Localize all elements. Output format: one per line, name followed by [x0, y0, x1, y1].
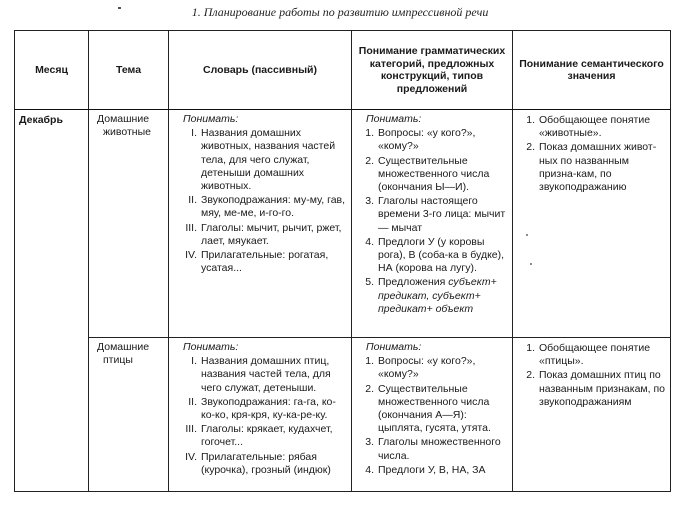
table-row	[15, 110, 671, 338]
list-item: III. Глаголы: мычит, рычит, ржет, лает, мяукает.	[185, 221, 342, 247]
scan-speck	[530, 263, 532, 265]
topic-cell	[89, 338, 169, 492]
topic-line: животные	[103, 126, 151, 139]
list-item: 4. Предлоги У, В, НА, ЗА	[365, 463, 486, 476]
topic-line: Домашние	[97, 113, 150, 125]
list-item: 5. Предложения субъект+ предикат, субъект+ предикат+ объект	[365, 276, 497, 315]
table-row	[15, 338, 671, 492]
vocab-heading: Понимать:	[183, 341, 239, 353]
list-item: 2. Показ домашних птиц по названным признакам, по звукоподражаниям	[526, 369, 665, 408]
vocabulary-cell	[169, 338, 352, 492]
scan-speck	[118, 7, 121, 9]
list-item: II. Звукоподражания: га-га, ко-ко-ко, кря-кря, ку-ка-ре-ку.	[188, 395, 336, 422]
grammar-cell	[352, 110, 513, 338]
sentence-types-label: Предложения	[378, 276, 449, 289]
semantic-cell	[513, 338, 671, 492]
topic-cell	[89, 110, 169, 338]
header-row	[15, 31, 671, 110]
scan-speck	[526, 234, 528, 236]
header-semantic: Понимание семантического значения	[513, 31, 671, 110]
list-item: 4. Предлоги У (у коровы рога), В (соба-ка в будке), НА (корова на лугу).	[365, 235, 505, 275]
list-item: 2. Существительные множественного числа (окончания А—Я): цыплята, гусята, утята.	[365, 382, 491, 435]
planning-table	[14, 30, 671, 492]
list-item: 1. Вопросы: «у кого?», «кому?»	[365, 127, 476, 153]
grammar-heading: Понимать:	[366, 113, 422, 125]
list-item: IV. Прилагательные: рябая (курочка), грозный (индюк)	[185, 450, 331, 476]
list-item: 1. Обобщающее понятие «птицы».	[526, 342, 651, 368]
vocabulary-cell	[169, 110, 352, 338]
page-caption: 1. Планирование работы по развитию импрессивной речи	[191, 5, 489, 19]
sentence-formula: субъект+ предикат, субъект+ предикат+ объект	[378, 276, 497, 315]
header-topic: Тема	[89, 31, 169, 110]
list-item: I. Названия домашних птиц, названия частей тела, для чего служат, детеныши.	[191, 355, 331, 394]
topic-line: птицы	[103, 354, 133, 367]
list-item: II. Звукоподражания: му-му, гав, мяу, ме-ме, и-го-го.	[188, 194, 346, 220]
month-cell: Декабрь	[15, 110, 89, 492]
grammar-cell	[352, 338, 513, 492]
list-item: 3. Глаголы множественного числа.	[365, 436, 501, 462]
header-grammar: Понимание грамматических категорий, предложных конструкций, типов предложений	[352, 31, 513, 110]
topic-line: Домашние	[97, 341, 150, 353]
list-item: 2. Существительные множественного числа (окончания Ы—И).	[365, 154, 490, 194]
list-item: 1. Вопросы: «у кого?», «кому?»	[365, 355, 476, 381]
header-vocabulary: Словарь (пассивный)	[169, 31, 352, 110]
list-item: I. Названия домашних животных, названия частей тела, для чего служат, детеныши домашних животных.	[191, 127, 336, 193]
header-month: Месяц	[15, 31, 89, 110]
semantic-cell	[513, 110, 671, 338]
list-item: IV. Прилагательные: рогатая, усатая...	[185, 249, 329, 275]
list-item: 1. Обобщающее понятие «животные».	[526, 114, 651, 140]
list-item: 2. Показ домашних живот-ных по названным призна-кам, по звукоподражанию	[526, 141, 657, 194]
vocab-heading: Понимать:	[183, 113, 239, 125]
list-item: 3. Глаголы настоящего времени 3-го лица: мычит — мычат	[365, 195, 506, 234]
grammar-heading: Понимать:	[366, 341, 422, 353]
list-item: III. Глаголы: крякает, кудахчет, гогочет...	[185, 423, 333, 449]
